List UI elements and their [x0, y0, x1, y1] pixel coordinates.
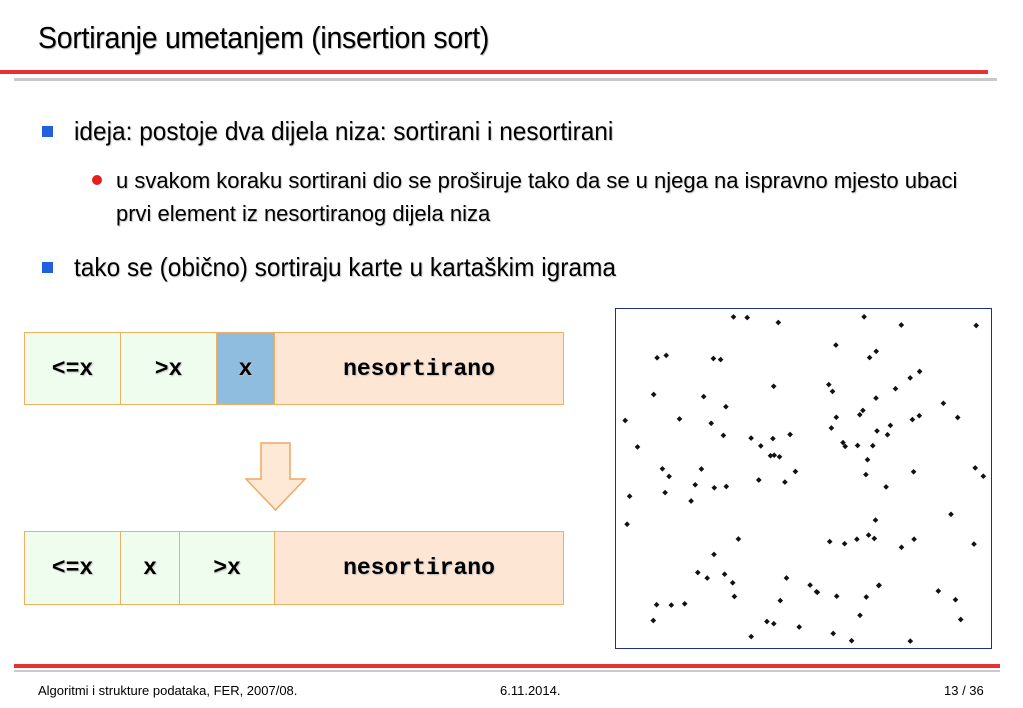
cell-unsorted: nesortirano	[274, 332, 564, 405]
dot	[723, 404, 729, 410]
dot	[876, 582, 882, 588]
down-arrow-icon	[244, 442, 308, 512]
dot	[777, 454, 783, 460]
dot	[842, 541, 848, 547]
dot	[911, 469, 917, 475]
dot	[885, 432, 891, 438]
dot	[829, 425, 835, 431]
dot	[654, 602, 660, 608]
dot	[782, 479, 788, 485]
dot	[654, 355, 660, 361]
footer-course: Algoritmi i strukture podataka, FER, 2007/08.	[38, 683, 298, 698]
dot	[677, 416, 683, 422]
dot	[857, 612, 863, 618]
cell-gt-x: >x	[120, 332, 217, 405]
dot	[682, 601, 688, 607]
dot	[711, 485, 717, 491]
footer-rule-shadow	[14, 670, 1000, 672]
dot	[826, 382, 832, 388]
footer-date: 6.11.2014.	[500, 683, 561, 698]
dot	[744, 315, 750, 321]
dot	[711, 356, 717, 362]
footer-page-number: 13 / 36	[944, 683, 984, 698]
dot	[756, 477, 762, 483]
dot	[662, 490, 668, 496]
bullet-dot-icon	[92, 175, 102, 185]
dot	[722, 571, 728, 577]
dot	[873, 395, 879, 401]
dot	[688, 498, 694, 504]
dot	[793, 469, 799, 475]
dot	[898, 322, 904, 328]
dot	[899, 544, 905, 550]
slide-title: Sortiranje umetanjem (insertion sort)	[38, 20, 490, 55]
dot	[807, 582, 813, 588]
dot	[866, 532, 872, 538]
dot	[704, 575, 710, 581]
sort-visualization	[615, 308, 992, 649]
dot	[833, 342, 839, 348]
dot	[764, 619, 770, 625]
bullet-text: ideja: postoje dva dijela niza: sortirani i nesortirani	[74, 116, 614, 146]
dot	[911, 536, 917, 542]
dot	[860, 408, 866, 414]
dot	[701, 394, 707, 400]
title-underline-shadow	[14, 78, 997, 81]
dot	[830, 389, 836, 395]
dot	[758, 443, 764, 449]
dot	[651, 392, 657, 398]
title-underline	[0, 70, 988, 74]
cell-le-x: <=x	[24, 531, 121, 605]
dot	[718, 357, 724, 363]
sub-bullet-text: u svakom koraku sortirani dio se proširuje tako da se u njega na ispravno mjesto ubaci prvi element iz nesortiranog dijela niza	[116, 168, 958, 226]
dot	[771, 621, 777, 627]
dot	[796, 624, 802, 630]
dot	[663, 353, 669, 359]
dot	[650, 618, 656, 624]
dot	[973, 323, 979, 329]
dot	[980, 473, 986, 479]
dot	[624, 521, 630, 527]
dot	[721, 433, 727, 439]
dot	[830, 631, 836, 637]
dot	[775, 320, 781, 326]
dot	[865, 457, 871, 463]
dot	[873, 348, 879, 354]
dot	[833, 414, 839, 420]
cell-unsorted: nesortirano	[274, 531, 564, 605]
dot	[849, 638, 855, 644]
dot	[708, 420, 714, 426]
dot	[958, 617, 964, 623]
dot	[622, 418, 628, 424]
dot	[730, 580, 736, 586]
dot	[711, 552, 717, 558]
dot	[873, 517, 879, 523]
dot	[699, 466, 705, 472]
dot	[827, 539, 833, 545]
cell-x: x	[216, 332, 275, 405]
dot	[660, 466, 666, 472]
dot	[748, 435, 754, 441]
dot	[971, 541, 977, 547]
dot	[893, 386, 899, 392]
dot	[787, 432, 793, 438]
cell-le-x: <=x	[24, 332, 121, 405]
dot	[861, 314, 867, 320]
dot	[668, 602, 674, 608]
dot	[883, 484, 889, 490]
dot	[870, 443, 876, 449]
bullet-square-icon	[42, 126, 53, 137]
dot	[748, 634, 754, 640]
dot	[941, 400, 947, 406]
dot	[955, 415, 961, 421]
dot	[723, 484, 729, 490]
dot	[635, 444, 641, 450]
dot	[666, 474, 672, 480]
dot	[874, 428, 880, 434]
dot	[863, 594, 869, 600]
dot	[953, 597, 959, 603]
dot	[854, 536, 860, 542]
dot	[907, 638, 913, 644]
dot	[784, 575, 790, 581]
dot	[732, 594, 738, 600]
footer-rule	[14, 664, 1000, 668]
dot-plot	[616, 309, 991, 648]
dot	[736, 536, 742, 542]
dot	[770, 436, 776, 442]
dot	[917, 369, 923, 375]
dot	[916, 413, 922, 419]
dot	[834, 593, 840, 599]
dot	[731, 314, 737, 320]
dot	[948, 511, 954, 517]
dot	[863, 472, 869, 478]
dot	[692, 482, 698, 488]
cell-gt-x: >x	[179, 531, 275, 605]
dot	[771, 383, 777, 389]
dot	[695, 570, 701, 576]
dot	[768, 453, 774, 459]
dot	[972, 465, 978, 471]
dot	[935, 588, 941, 594]
dot	[888, 423, 894, 429]
dot	[910, 417, 916, 423]
dot	[857, 412, 863, 418]
cell-x: x	[120, 531, 180, 605]
dot	[855, 443, 861, 449]
bullet-text: tako se (obično) sortiraju karte u kartaškim igrama	[74, 252, 616, 282]
dot	[907, 375, 913, 381]
dot	[867, 355, 873, 361]
dot	[777, 598, 783, 604]
dot	[627, 493, 633, 499]
bullet-square-icon	[42, 262, 53, 273]
dot	[871, 536, 877, 542]
